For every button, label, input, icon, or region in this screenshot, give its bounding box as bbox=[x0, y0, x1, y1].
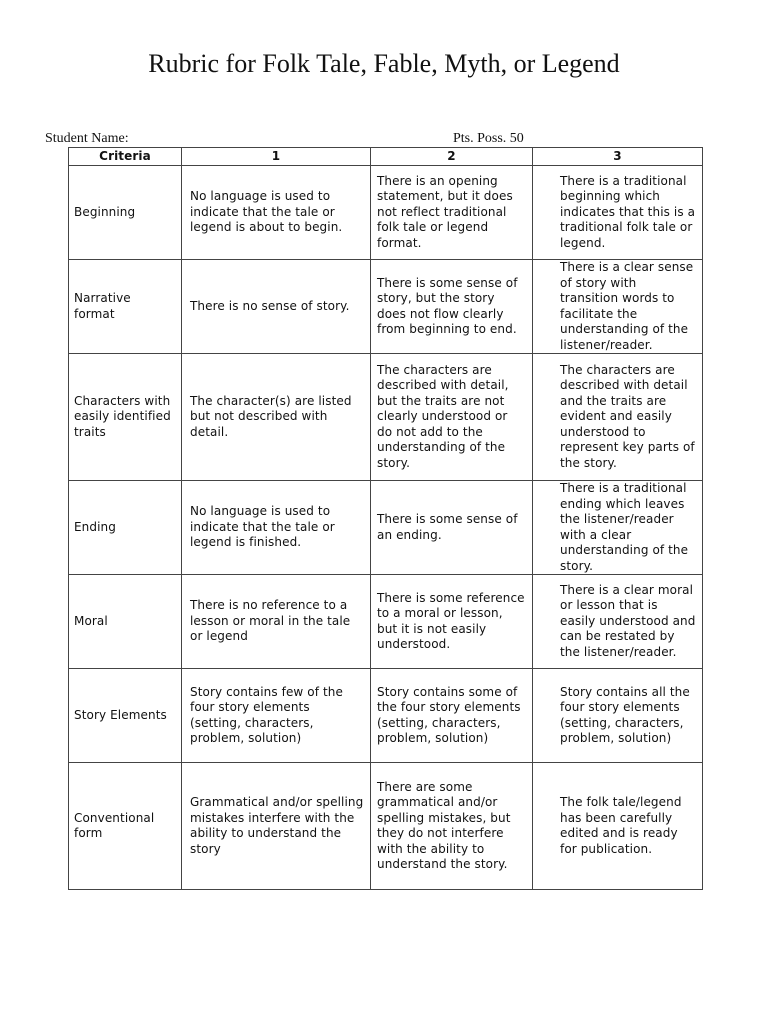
header-criteria: Criteria bbox=[69, 148, 182, 166]
level-2-cell: There are some grammatical and/or spelling mistakes, but they do not interfere with the ability to understand the story. bbox=[371, 763, 533, 890]
header-level-3: 3 bbox=[533, 148, 703, 166]
criteria-cell: Conventional form bbox=[69, 763, 182, 890]
level-1-cell: Grammatical and/or spelling mistakes interfere with the ability to understand the story bbox=[182, 763, 371, 890]
criteria-cell: Moral bbox=[69, 575, 182, 669]
level-2-cell: The characters are described with detail, but the traits are not clearly understood or do not add to the understanding of the story. bbox=[371, 354, 533, 481]
criteria-cell: Characters with easily identified traits bbox=[69, 354, 182, 481]
level-1-cell: Story contains few of the four story elements (setting, characters, problem, solution) bbox=[182, 669, 371, 763]
points-possible-label: Pts. Poss. 50 bbox=[453, 131, 524, 146]
table-row bbox=[69, 575, 703, 669]
level-1-cell: No language is used to indicate that the tale or legend is finished. bbox=[182, 481, 371, 575]
level-1-cell: There is no sense of story. bbox=[182, 260, 371, 354]
criteria-cell: Beginning bbox=[69, 166, 182, 260]
level-2-cell: There is some reference to a moral or lesson, but it is not easily understood. bbox=[371, 575, 533, 669]
level-3-cell: Story contains all the four story elements (setting, characters, problem, solution) bbox=[533, 669, 703, 763]
level-1-cell: The character(s) are listed but not described with detail. bbox=[182, 354, 371, 481]
level-3-cell: There is a clear moral or lesson that is easily understood and can be restated by the listener/reader. bbox=[533, 575, 703, 669]
level-3-cell: The characters are described with detail and the traits are evident and easily understood to represent key parts of the story. bbox=[533, 354, 703, 481]
table-row bbox=[69, 763, 703, 890]
level-2-cell: Story contains some of the four story elements (setting, characters, problem, solution) bbox=[371, 669, 533, 763]
level-1-cell: No language is used to indicate that the tale or legend is about to begin. bbox=[182, 166, 371, 260]
rubric-table bbox=[68, 147, 703, 890]
header-level-2: 2 bbox=[371, 148, 533, 166]
level-1-cell: There is no reference to a lesson or moral in the tale or legend bbox=[182, 575, 371, 669]
page-title: Rubric for Folk Tale, Fable, Myth, or Legend bbox=[148, 49, 620, 78]
table-row bbox=[69, 166, 703, 260]
level-2-cell: There is some sense of an ending. bbox=[371, 481, 533, 575]
header-level-1: 1 bbox=[182, 148, 371, 166]
criteria-cell: Story Elements bbox=[69, 669, 182, 763]
level-3-cell: There is a clear sense of story with transition words to facilitate the understanding of the listener/reader. bbox=[533, 260, 703, 354]
level-2-cell: There is some sense of story, but the story does not flow clearly from beginning to end. bbox=[371, 260, 533, 354]
table-row bbox=[69, 669, 703, 763]
level-2-cell: There is an opening statement, but it does not reflect traditional folk tale or legend format. bbox=[371, 166, 533, 260]
table-row bbox=[69, 481, 703, 575]
level-3-cell: There is a traditional beginning which indicates that this is a traditional folk tale or legend. bbox=[533, 166, 703, 260]
criteria-cell: Ending bbox=[69, 481, 182, 575]
level-3-cell: There is a traditional ending which leaves the listener/reader with a clear understanding of the story. bbox=[533, 481, 703, 575]
criteria-cell: Narrative format bbox=[69, 260, 182, 354]
table-row bbox=[69, 260, 703, 354]
level-3-cell: The folk tale/legend has been carefully edited and is ready for publication. bbox=[533, 763, 703, 890]
table-header-row bbox=[69, 148, 703, 166]
table-row bbox=[69, 354, 703, 481]
student-name-label: Student Name: bbox=[45, 131, 129, 146]
